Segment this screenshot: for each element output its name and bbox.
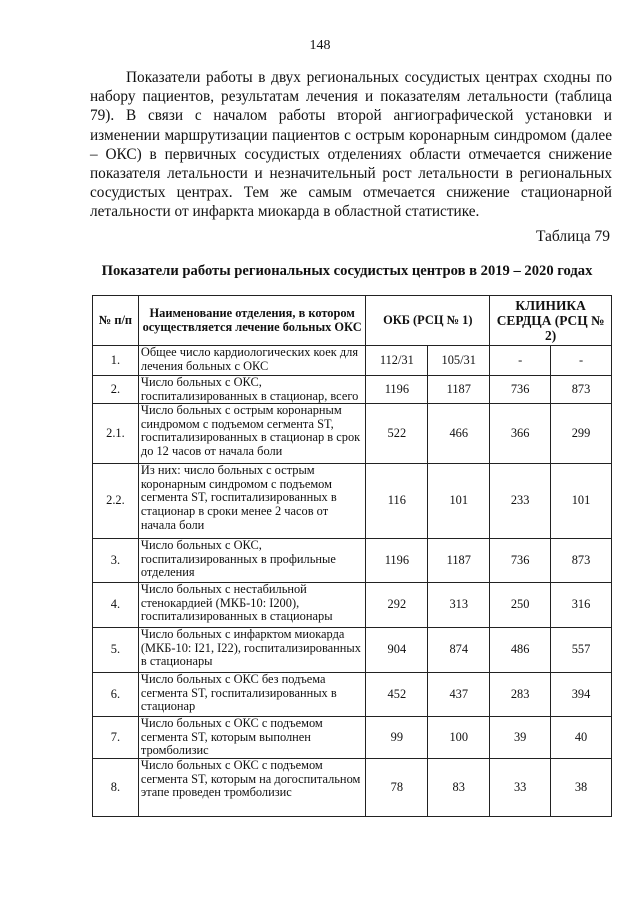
value-okb-2020: 874 [428, 628, 490, 673]
value-okb-2019: 452 [366, 673, 428, 717]
row-name: Общее число кардиологических коек для лечения больных с ОКС [138, 346, 366, 376]
value-okb-2019: 116 [366, 464, 428, 539]
table-label: Таблица 79 [535, 228, 610, 245]
row-number: 3. [93, 539, 139, 583]
row-number: 8. [93, 759, 139, 817]
row-name: Число больных с ОКС, госпитализированных в стационар, всего [138, 376, 366, 404]
table-row [93, 404, 612, 464]
table-row [93, 539, 612, 583]
value-okb-2019: 78 [366, 759, 428, 817]
table-row [93, 583, 612, 628]
table-row [93, 376, 612, 404]
value-okb-2019: 1196 [366, 539, 428, 583]
value-okb-2020: 105/31 [428, 346, 490, 376]
table-row [93, 346, 612, 376]
value-okb-2020: 1187 [428, 376, 490, 404]
table-row [93, 464, 612, 539]
row-number: 2.2. [93, 464, 139, 539]
value-klinika-2020: 873 [551, 376, 612, 404]
table-row [93, 628, 612, 673]
value-klinika-2019: 39 [490, 717, 551, 759]
row-name: Число больных с нестабильной стенокардией (МКБ-10: I200), госпитализированных в стационары [138, 583, 366, 628]
row-number: 2.1. [93, 404, 139, 464]
row-number: 1. [93, 346, 139, 376]
row-number: 6. [93, 673, 139, 717]
row-name: Из них: число больных с острым коронарным синдромом с подъемом сегмента ST, госпитализированных в стационар в сроки менее 2 часов от начала боли [138, 464, 366, 539]
value-klinika-2019: 250 [490, 583, 551, 628]
value-klinika-2019: 233 [490, 464, 551, 539]
value-okb-2019: 1196 [366, 376, 428, 404]
header-name: Наименование отделения, в котором осуществляется лечение больных ОКС [138, 296, 366, 346]
value-okb-2019: 112/31 [366, 346, 428, 376]
header-num: № п/п [93, 296, 139, 346]
value-klinika-2019: - [490, 346, 551, 376]
value-okb-2019: 522 [366, 404, 428, 464]
row-number: 7. [93, 717, 139, 759]
page-number: 148 [309, 38, 331, 53]
value-klinika-2020: 316 [551, 583, 612, 628]
value-okb-2020: 437 [428, 673, 490, 717]
table-row [93, 673, 612, 717]
value-okb-2020: 101 [428, 464, 490, 539]
value-klinika-2019: 486 [490, 628, 551, 673]
value-okb-2019: 99 [366, 717, 428, 759]
value-okb-2019: 292 [366, 583, 428, 628]
value-klinika-2020: - [551, 346, 612, 376]
value-klinika-2019: 283 [490, 673, 551, 717]
intro-paragraph [90, 68, 612, 222]
table-row [93, 717, 612, 759]
row-number: 2. [93, 376, 139, 404]
table-header-row [93, 296, 612, 346]
row-name: Число больных с ОКС, госпитализированных в профильные отделения [138, 539, 366, 583]
value-okb-2019: 904 [366, 628, 428, 673]
value-klinika-2019: 736 [490, 376, 551, 404]
value-klinika-2020: 557 [551, 628, 612, 673]
row-name: Число больных с ОКС с подъемом сегмента ST, которым на догоспитальном этапе проведен тромболизис [138, 759, 366, 817]
value-klinika-2019: 366 [490, 404, 551, 464]
row-number: 4. [93, 583, 139, 628]
row-number: 5. [93, 628, 139, 673]
value-okb-2020: 1187 [428, 539, 490, 583]
value-klinika-2020: 394 [551, 673, 612, 717]
intro-text: Показатели работы в двух региональных сосудистых центрах сходны по набору пациентов, результатам лечения и показателям летальности (таблица 79). В связи с началом работы второй ангиографической установки и изменении маршрутизации пациентов с острым коронарным синдромом (далее – ОКС) в первичных сосудистых отделениях области отмечается снижение показателя летальности и незначительный рост летальности в региональных сосудистых центрах. Тем же самым отмечается снижение стационарной летальности от инфаркта миокарда в областной статистике. [90, 69, 612, 221]
row-name: Число больных с острым коронарным синдромом с подъемом сегмента ST, госпитализированных в стационар в срок до 12 часов от начала боли [138, 404, 366, 464]
table-title: Показатели работы региональных сосудистых центров в 2019 – 2020 годах [101, 263, 593, 279]
value-klinika-2020: 40 [551, 717, 612, 759]
header-klinika: КЛИНИКА СЕРДЦА (РСЦ № 2) [490, 296, 612, 346]
row-name: Число больных с ОКС без подъема сегмента ST, госпитализированных в стационар [138, 673, 366, 717]
value-okb-2020: 83 [428, 759, 490, 817]
value-klinika-2020: 299 [551, 404, 612, 464]
value-okb-2020: 313 [428, 583, 490, 628]
value-klinika-2019: 736 [490, 539, 551, 583]
row-name: Число больных с инфарктом миокарда (МКБ-10: I21, I22), госпитализированных в стационары [138, 628, 366, 673]
value-klinika-2019: 33 [490, 759, 551, 817]
value-klinika-2020: 873 [551, 539, 612, 583]
value-okb-2020: 100 [428, 717, 490, 759]
value-klinika-2020: 38 [551, 759, 612, 817]
data-table [92, 295, 612, 817]
value-okb-2020: 466 [428, 404, 490, 464]
value-klinika-2020: 101 [551, 464, 612, 539]
table-row [93, 759, 612, 817]
row-name: Число больных с ОКС с подъемом сегмента ST, которым выполнен тромболизис [138, 717, 366, 759]
header-okb: ОКБ (РСЦ № 1) [366, 296, 490, 346]
